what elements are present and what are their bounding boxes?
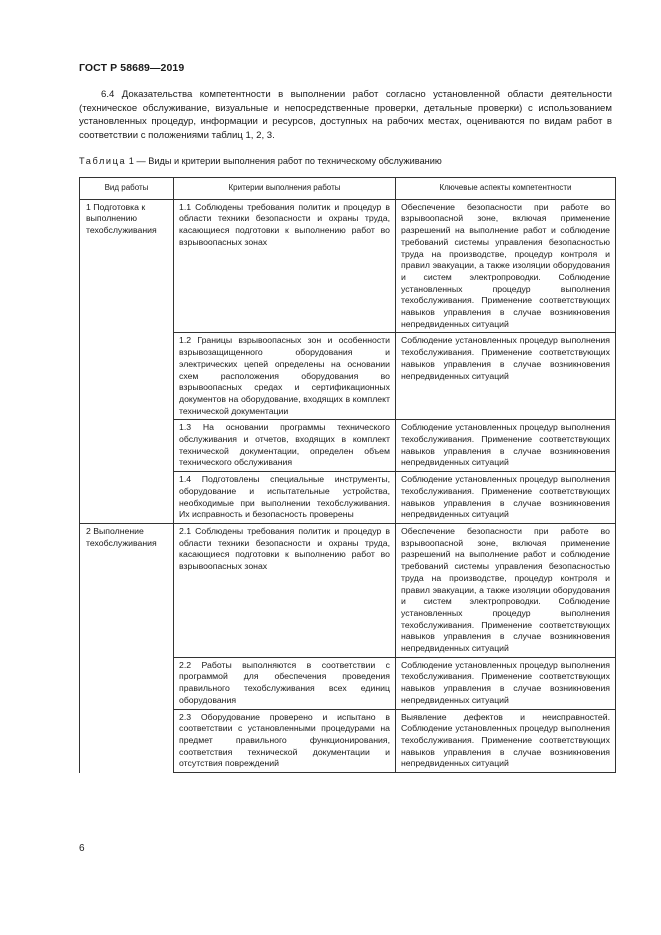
criterion-cell: 1.4 Подготовлены специальные инструменты, оборудование и испытательные устройства, необходимые при выполнении техобслуживания. Их исправность и безопасность проверены	[174, 472, 396, 524]
aspect-cell: Соблюдение установленных процедур выполнения техобслуживания. Применение соответствующих навыков управления в случае возникновения непредвиденных ситуаций	[396, 657, 616, 709]
aspect-cell: Соблюдение установленных процедур выполнения техобслуживания. Применение соответствующих навыков управления в случае возникновения непредвиденных ситуаций	[396, 333, 616, 420]
aspect-cell: Обеспечение безопасности при работе во взрывоопасной зоне, включая применение разрешений на выполнение работ и соблюдение требований системы управления безопасностью труда на производстве, процедур контроля и правил эвакуации, а также изоляции оборудования и систем электропроводки. Соблюдение установленных процедур выполнения техобслуживания. Применение соответствующих навыков управления в случае возникновения непредвиденных ситуаций	[396, 199, 616, 333]
intro-text: 6.4 Доказательства компетентности в выполнении работ согласно установленной области деятельности (техническое обслуживание, визуальные и непосредственные проверки, детальные проверки) с использованием установленных процедур, информации и ресурсов, доступных на рабочих местах, оцениваются по видам работ в соответствии с положениями таблиц 1, 2, 3.	[79, 89, 612, 141]
table-caption	[79, 156, 442, 166]
aspect-cell: Обеспечение безопасности при работе во взрывоопасной зоне, включая применение разрешений на выполнение работ и соблюдение требований системы управления безопасностью труда на производстве, процедур контроля и правил эвакуации, а также изоляции оборудования и систем электропроводки. Соблюдение установленных процедур выполнения техобслуживания. Применение соответствующих навыков управления в случае возникновения непредвиденных ситуаций	[396, 523, 616, 657]
table-row	[80, 523, 616, 657]
aspect-cell: Соблюдение установленных процедур выполнения техобслуживания. Применение соответствующих навыков управления в случае возникновения непредвиденных ситуаций	[396, 420, 616, 472]
column-header-criteria: Критерии выполнения работы	[174, 178, 396, 200]
aspect-cell: Соблюдение установленных процедур выполнения техобслуживания. Применение соответствующих навыков управления в случае возникновения непредвиденных ситуаций	[396, 472, 616, 524]
intro-paragraph	[79, 88, 612, 142]
table-header-row	[80, 178, 616, 200]
table-caption-text: 1 — Виды и критерии выполнения работ по техническому обслуживанию	[128, 156, 442, 166]
column-header-work: Вид работы	[80, 178, 174, 200]
criteria-table	[79, 177, 616, 773]
work-type-cell: 2 Выполнение техобслуживания	[80, 523, 174, 772]
criterion-cell: 2.3 Оборудование проверено и испытано в соответствии с установленными процедурами на предмет правильного функционирования, соответствия технической документации и отсутствия повреждений	[174, 709, 396, 773]
criterion-cell: 2.1 Соблюдены требования политик и процедур в области техники безопасности и охраны труда, касающиеся подготовки к выполнению работ во взрывоопасных зонах	[174, 523, 396, 657]
criterion-cell: 2.2 Работы выполняются в соответствии с программой для обеспечения проведения правильного техобслуживания всех единиц оборудования	[174, 657, 396, 709]
criterion-cell: 1.3 На основании программы технического обслуживания и отчетов, входящих в комплект технической документации, определен объем технического обслуживания	[174, 420, 396, 472]
work-type-cell: 1 Подготовка к выполнению техобслуживания	[80, 199, 174, 523]
table-caption-prefix: Таблица	[79, 156, 127, 166]
table-row	[80, 199, 616, 333]
criterion-cell: 1.2 Границы взрывоопасных зон и особенности взрывозащищенного оборудования и электрических цепей определены на основании схем расположения оборудования во взрывоопасных средах и сертификационных документов на оборудование, входящих в комплект технической документации	[174, 333, 396, 420]
page-number: 6	[79, 843, 85, 854]
document-code: ГОСТ Р 58689—2019	[79, 62, 185, 74]
aspect-cell: Выявление дефектов и неисправностей. Соблюдение установленных процедур выполнения техобслуживания. Применение соответствующих навыков управления в случае возникновения непредвиденных ситуаций	[396, 709, 616, 773]
column-header-aspects: Ключевые аспекты компетентности	[396, 178, 616, 200]
criterion-cell: 1.1 Соблюдены требования политик и процедур в области техники безопасности и охраны труда, касающиеся подготовки к выполнению работ во взрывоопасных зонах	[174, 199, 396, 333]
